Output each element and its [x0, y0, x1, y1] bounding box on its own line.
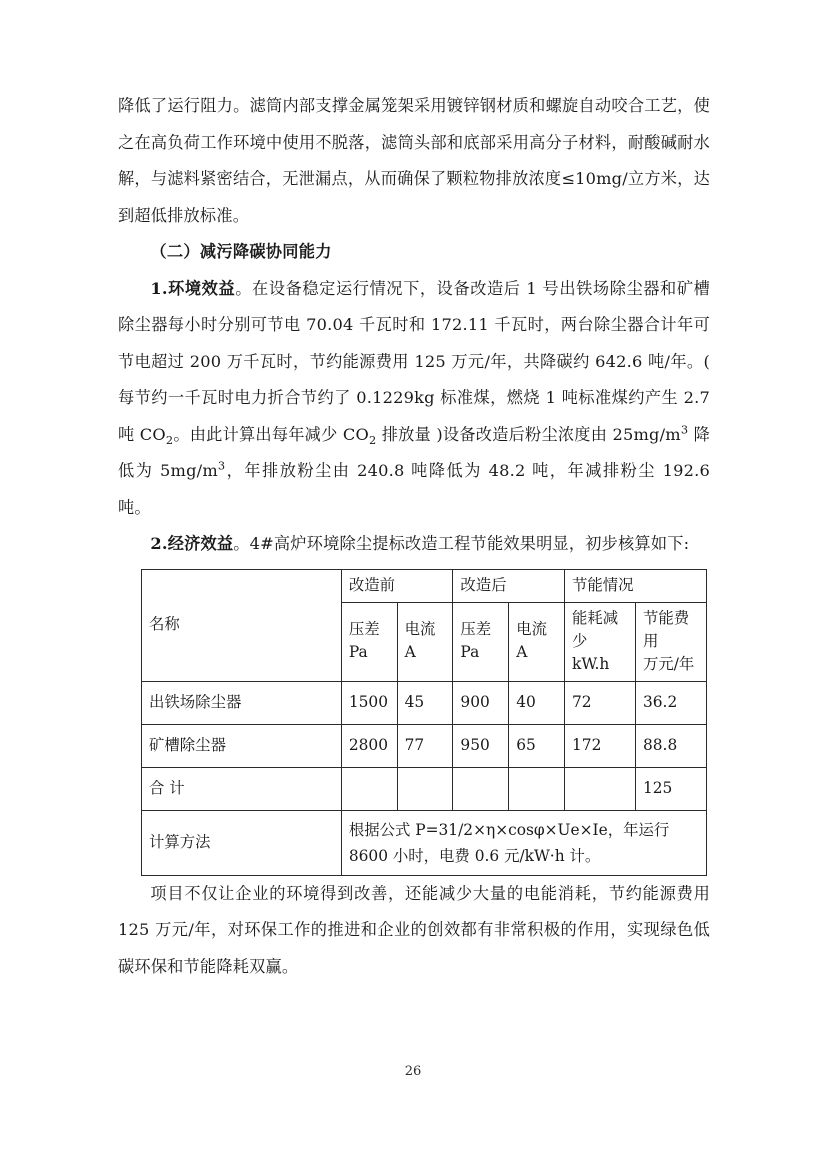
- table-cell-cost-saved: 88.8: [635, 724, 706, 767]
- item-label-separator-1: 。: [235, 278, 253, 298]
- header-unit-before-current: A: [404, 643, 416, 661]
- header-unit-cost-saved: 万元/年: [642, 654, 695, 673]
- table-header-after: 改造后: [453, 569, 565, 602]
- energy-saving-table: [141, 569, 707, 876]
- paragraph-filter-description: 降低了运行阻力。滤筒内部支撑金属笼架采用镀锌钢材质和螺旋自动咬合工艺，使之在高负荷工作环境中使用不脱落，滤筒头部和底部采用高分子材料，耐酸碱耐水解，与滤料紧密结合，无泄漏点，从而确保了颗粒物排放浓度≤10mg/立方米，达到超低排放标准。: [118, 96, 710, 225]
- header-title-energy-saved: 能耗减少: [572, 608, 619, 650]
- item-label-separator-2: 。: [233, 534, 250, 553]
- table-cell-before-pressure: 2800: [341, 724, 397, 767]
- table-cell-before-pressure-total: [341, 767, 397, 810]
- table-header-before: 改造前: [341, 569, 453, 602]
- economic-benefit-text: 4#高炉环境除尘提标改造工程节能效果明显，初步核算如下:: [249, 534, 690, 553]
- header-unit-after-current: A: [516, 643, 528, 661]
- table-header-after-pressure: [453, 602, 509, 681]
- environmental-benefit-text-d: 降低为 5mg/m: [118, 424, 711, 480]
- cubic-meter-superscript-2: 3: [217, 458, 226, 473]
- table-cell-energy-saved: 72: [565, 681, 636, 724]
- table-header-after-current: [509, 602, 565, 681]
- co2-subscript-2: 2: [368, 432, 377, 447]
- paragraph-environmental-benefit: [118, 271, 710, 527]
- environmental-benefit-text-c: 排放量 )设备改造后粉尘浓度由 25mg/m: [376, 424, 681, 444]
- table-cell-method-label: 计算方法: [142, 810, 342, 875]
- table-row-method: [142, 810, 707, 875]
- header-unit-energy-saved: kW.h: [572, 654, 610, 673]
- table-row-total: [142, 767, 707, 810]
- table-cell-energy-saved-total: [565, 767, 636, 810]
- table-header-cost-saved: [635, 602, 706, 681]
- section-heading-pollution-carbon: （二）减污降碳协同能力: [150, 242, 332, 261]
- header-title-before-current: 电流: [404, 620, 436, 638]
- item-label-environmental-benefit: 1.环境效益: [150, 278, 236, 298]
- table-header-name: 名称: [142, 569, 342, 681]
- table-cell-before-current: 45: [397, 681, 453, 724]
- table-cell-name: 出铁场除尘器: [142, 681, 342, 724]
- paragraph-conclusion: 项目不仅让企业的环境得到改善，还能减少大量的电能消耗，节约能源费用 125 万元/年，对环保工作的推进和企业的创效都有非常积极的作用，实现绿色低碳环保和节能降耗双赢。: [118, 883, 710, 976]
- page-content: [118, 88, 710, 985]
- table-header-before-current: [397, 602, 453, 681]
- header-title-after-current: 电流: [516, 620, 547, 638]
- co2-subscript-1: 2: [165, 432, 174, 447]
- table-cell-energy-saved: 172: [565, 724, 636, 767]
- header-unit-before-pressure: Pa: [348, 643, 368, 661]
- table-cell-after-current: 40: [509, 681, 565, 724]
- page-number: 26: [404, 1064, 422, 1079]
- table-header-group-row: [142, 569, 707, 602]
- table-cell-after-pressure: 900: [453, 681, 509, 724]
- table-cell-method-text: 根据公式 P=31/2×η×cosφ×Ue×Ie，年运行 8600 小时，电费 0.6 元/kW·h 计。: [341, 810, 706, 875]
- item-label-economic-benefit: 2.经济效益: [150, 534, 234, 553]
- table-header-energy-saved: [565, 602, 636, 681]
- table-cell-after-current-total: [509, 767, 565, 810]
- table-cell-before-current-total: [397, 767, 453, 810]
- table-header-before-pressure: [341, 602, 397, 681]
- cubic-meter-superscript-1: 3: [680, 422, 689, 437]
- environmental-benefit-text-b: 。由此计算出每年减少 CO: [173, 424, 369, 444]
- table-row: [142, 724, 707, 767]
- table-cell-before-current: 77: [397, 724, 453, 767]
- header-unit-after-pressure: Pa: [460, 643, 480, 661]
- table-cell-cost-saved: 36.2: [635, 681, 706, 724]
- table-cell-name: 矿槽除尘器: [142, 724, 342, 767]
- table-cell-after-current: 65: [509, 724, 565, 767]
- table-cell-after-pressure-total: [453, 767, 509, 810]
- table-cell-cost-saved-total: 125: [635, 767, 706, 810]
- environmental-benefit-text-a: 在设备稳定运行情况下，设备改造后 1 号出铁场除尘器和矿槽除尘器每小时分别可节电 70.04 千瓦时和 172.11 千瓦时，两台除尘器合计年可节电超过 200 万千瓦时，节约能源费用 125 万元/年，共降碳约 642.6 吨/年。( 每节约一千瓦时电力折合节约了 0.1229kg 标准煤，燃烧 1 吨标准煤约产生 2.7 吨 CO: [118, 278, 711, 444]
- table-header-saving: 节能情况: [565, 569, 707, 602]
- table-cell-name-total: 合 计: [142, 767, 342, 810]
- header-title-after-pressure: 压差: [460, 620, 492, 638]
- header-title-cost-saved: 节能费用: [642, 608, 690, 650]
- table-row: [142, 681, 707, 724]
- table-cell-before-pressure: 1500: [341, 681, 397, 724]
- table-cell-after-pressure: 950: [453, 724, 509, 767]
- environmental-benefit-text-e: ，年排放粉尘由 240.8 吨降低为 48.2 吨，年减排粉尘 192.6 吨。: [118, 461, 710, 517]
- header-title-before-pressure: 压差: [348, 620, 380, 638]
- paragraph-economic-benefit: [118, 526, 710, 563]
